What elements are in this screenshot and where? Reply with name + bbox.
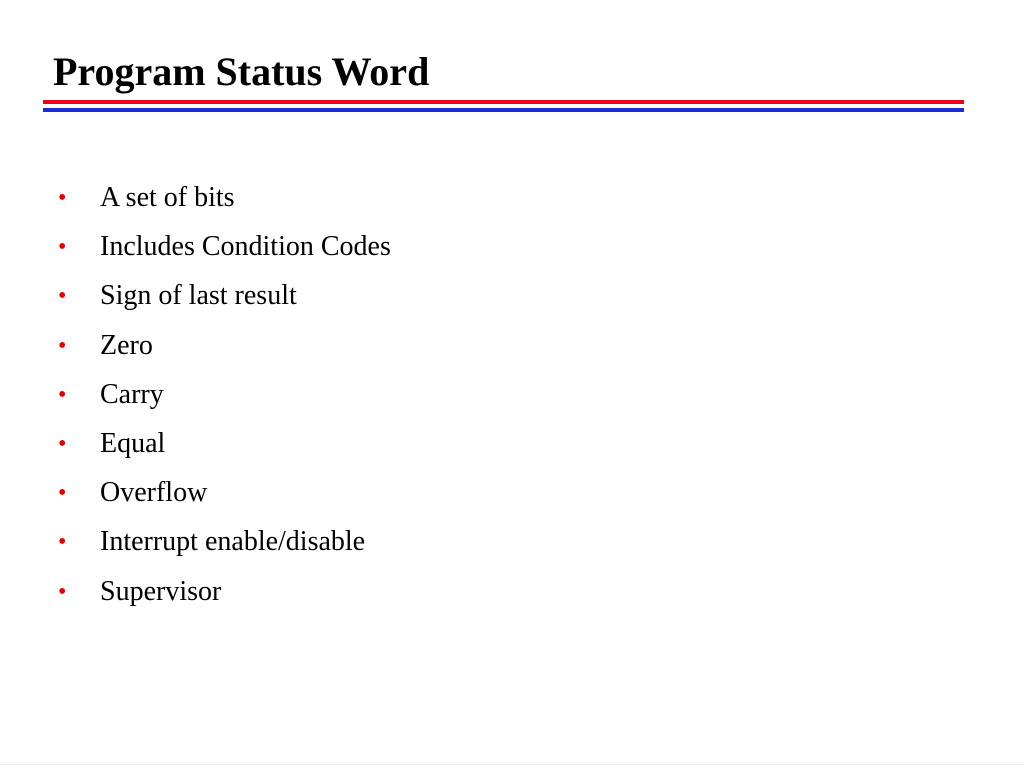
bullet-dot-icon: •: [58, 430, 67, 457]
title-underline-red: [43, 100, 964, 104]
bullet-text: Equal: [100, 427, 166, 459]
bullet-dot-icon: •: [58, 381, 67, 408]
bullet-dot-icon: •: [58, 234, 67, 261]
bullet-text: Supervisor: [100, 575, 222, 607]
bullet-text: Carry: [100, 378, 164, 410]
bullet-text: A set of bits: [100, 182, 235, 213]
bullet-text: Zero: [100, 329, 153, 361]
slide-bottom-border: [0, 764, 1024, 765]
bullet-dot-icon: •: [58, 185, 67, 211]
title-underline-blue: [43, 108, 964, 112]
bullet-text: Includes Condition Codes: [100, 231, 391, 263]
bullet-text: Interrupt enable/disable: [100, 526, 366, 558]
bullet-text: Overflow: [100, 477, 208, 509]
bullet-dot-icon: •: [58, 283, 67, 310]
bullet-text: Sign of last result: [100, 280, 297, 312]
bullet-dot-icon: •: [58, 480, 67, 507]
bullet-dot-icon: •: [58, 332, 67, 359]
bullet-dot-icon: •: [58, 578, 67, 605]
bullet-dot-icon: •: [58, 529, 67, 556]
slide-title: Program Status Word: [53, 49, 430, 94]
